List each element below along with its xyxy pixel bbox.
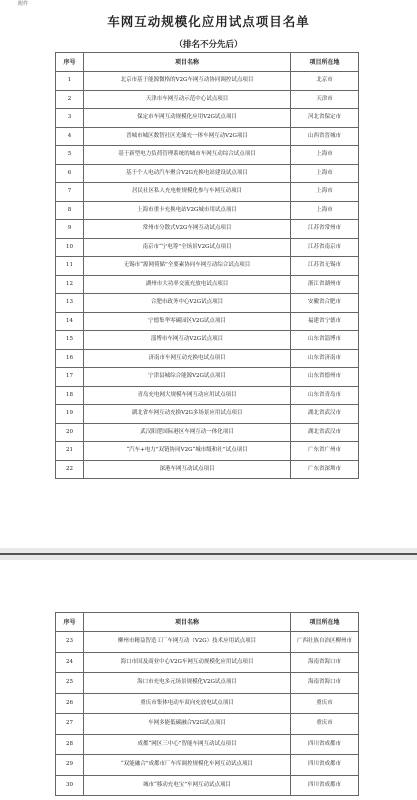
table-row: [56, 257, 359, 276]
row-serial: 26: [56, 693, 84, 714]
row-location: 广东省广州市: [291, 442, 359, 461]
table-row: [56, 294, 359, 313]
table-row: [56, 349, 359, 368]
corner-mark: 附件: [18, 1, 29, 7]
row-serial: 10: [56, 238, 84, 257]
row-project-name: 武汉阳逻国际港区车网互动一体化项目: [84, 423, 291, 442]
row-serial: 3: [56, 109, 84, 128]
row-project-name: 城市“移动充电宝”车网互动试点项目: [84, 775, 291, 796]
table-row: [56, 442, 359, 461]
row-location: 上海市: [291, 164, 359, 183]
row-serial: 19: [56, 405, 84, 424]
row-project-name: 海口市国及商业中心V2G车网互动规模化应用试点项目: [84, 652, 291, 673]
table-row: [56, 755, 359, 776]
row-serial: 30: [56, 775, 84, 796]
row-project-name: “双能融合”成都市厂车库调控规模化车网互动试点项目: [84, 755, 291, 776]
header-location: 项目所在地: [291, 53, 359, 72]
row-serial: 17: [56, 368, 84, 387]
row-project-name: 天津市车网互动示范中心试点项目: [84, 90, 291, 109]
row-serial: 13: [56, 294, 84, 313]
header-serial: 序号: [56, 613, 84, 632]
document-page-2: [0, 560, 417, 800]
row-location: 江苏省无锡市: [291, 257, 359, 276]
table-row: [56, 164, 359, 183]
row-location: 天津市: [291, 90, 359, 109]
table-row: [56, 90, 359, 109]
row-project-name: 居民社区私人充电桩规模化参与车网互动项目: [84, 183, 291, 202]
row-serial: 7: [56, 183, 84, 202]
row-serial: 11: [56, 257, 84, 276]
row-serial: 2: [56, 90, 84, 109]
table-row: [56, 275, 359, 294]
row-location: 山东省淄博市: [291, 331, 359, 350]
row-location: 广西壮族自治区柳州市: [291, 632, 359, 653]
row-serial: 14: [56, 312, 84, 331]
table-row: [56, 331, 359, 350]
row-location: 安徽省合肥市: [291, 294, 359, 313]
table-row: [56, 405, 359, 424]
row-serial: 9: [56, 220, 84, 239]
header-project-name: 项目名称: [84, 53, 291, 72]
row-serial: 12: [56, 275, 84, 294]
header-serial: 序号: [56, 53, 84, 72]
row-serial: 24: [56, 652, 84, 673]
table-row: [56, 693, 359, 714]
table-row: [56, 652, 359, 673]
row-serial: 28: [56, 734, 84, 755]
row-serial: 6: [56, 164, 84, 183]
row-project-name: 青岛充电网大规模车网互动应用试点项目: [84, 386, 291, 405]
row-project-name: 济南市车网互动充换电试点项目: [84, 349, 291, 368]
table-row: [56, 775, 359, 796]
row-project-name: 海口市充电多元场景规模化V2G试点项目: [84, 673, 291, 694]
project-table-page-2: [55, 612, 359, 796]
row-project-name: 淄博市车网互动V2G试点项目: [84, 331, 291, 350]
row-location: 浙江省湖州市: [291, 275, 359, 294]
row-location: 江苏省南京市: [291, 238, 359, 257]
table-row: [56, 423, 359, 442]
row-serial: 23: [56, 632, 84, 653]
row-location: 四川省成都市: [291, 755, 359, 776]
table-row: [56, 460, 359, 479]
row-project-name: 宁德集华零碳园区V2G试点项目: [84, 312, 291, 331]
table-header-row: [56, 53, 359, 72]
row-location: 广东省深圳市: [291, 460, 359, 479]
table-row: [56, 673, 359, 694]
row-location: 海南省海口市: [291, 673, 359, 694]
row-project-name: 无锡市“源网荷储”全要素协同车网互动综合试点项目: [84, 257, 291, 276]
row-location: 四川省成都市: [291, 734, 359, 755]
row-location: 江苏省常州市: [291, 220, 359, 239]
project-table-page-1: [55, 52, 359, 479]
table-row: [56, 734, 359, 755]
row-serial: 27: [56, 714, 84, 735]
row-location: 湖北省武汉市: [291, 405, 359, 424]
row-project-name: 车网多能低碳融合V2G试点项目: [84, 714, 291, 735]
row-location: 山西省晋城市: [291, 127, 359, 146]
row-project-name: 基于新型电力负荷管理系统的城市车网互动综合试点项目: [84, 146, 291, 165]
row-serial: 22: [56, 460, 84, 479]
row-project-name: 重庆市集体电动车双向充放电试点项目: [84, 693, 291, 714]
row-project-name: 宁津县城综合能源V2G试点项目: [84, 368, 291, 387]
row-project-name: 柳州市精益智造工厂车网互动（V2G）技术应用试点项目: [84, 632, 291, 653]
table-row: [56, 632, 359, 653]
table-row: [56, 220, 359, 239]
row-location: 湖北省武汉市: [291, 423, 359, 442]
table-row: [56, 72, 359, 91]
row-location: 山东省德州市: [291, 368, 359, 387]
table-row: [56, 127, 359, 146]
document-title: 车网互动规模化应用试点项目名单: [107, 14, 310, 29]
table-row: [56, 386, 359, 405]
table-row: [56, 368, 359, 387]
table-row: [56, 238, 359, 257]
table-row: [56, 312, 359, 331]
row-location: 上海市: [291, 201, 359, 220]
row-project-name: “汽车+电力”双链协同V2G“城市级和社”试点项目: [84, 442, 291, 461]
row-location: 山东省济南市: [291, 349, 359, 368]
row-serial: 16: [56, 349, 84, 368]
row-project-name: 常州市分散式V2G车网互动试点项目: [84, 220, 291, 239]
row-project-name: 湖北省车网互动充换V2G多场景应用试点项目: [84, 405, 291, 424]
row-serial: 18: [56, 386, 84, 405]
row-project-name: 合肥市政务中心V2G试点项目: [84, 294, 291, 313]
row-project-name: 成都“网区三中心”智能车网互动试点项目: [84, 734, 291, 755]
row-location: 海南省海口市: [291, 652, 359, 673]
row-location: 福建省宁德市: [291, 312, 359, 331]
row-serial: 1: [56, 72, 84, 91]
row-location: 河北省保定市: [291, 109, 359, 128]
row-location: 北京市: [291, 72, 359, 91]
row-serial: 15: [56, 331, 84, 350]
row-serial: 21: [56, 442, 84, 461]
header-location: 项目所在地: [291, 613, 359, 632]
row-project-name: 晋城市城区数智社区光储充一体车网互动V2G项目: [84, 127, 291, 146]
row-serial: 5: [56, 146, 84, 165]
row-location: 重庆市: [291, 693, 359, 714]
table-header-row: [56, 613, 359, 632]
table-row: [56, 714, 359, 735]
row-serial: 25: [56, 673, 84, 694]
table-row: [56, 146, 359, 165]
row-project-name: 北京市基于能源微格的V2G车网互动协同调控试点项目: [84, 72, 291, 91]
row-project-name: 保定市车网互动规模化应用V2G试点项目: [84, 109, 291, 128]
table-row: [56, 201, 359, 220]
row-serial: 20: [56, 423, 84, 442]
header-project-name: 项目名称: [84, 613, 291, 632]
row-project-name: 深港车网互动试点项目: [84, 460, 291, 479]
row-serial: 8: [56, 201, 84, 220]
row-serial: 29: [56, 755, 84, 776]
row-project-name: 湖州市大功率交流充放电试点项目: [84, 275, 291, 294]
row-serial: 4: [56, 127, 84, 146]
row-location: 上海市: [291, 146, 359, 165]
table-row: [56, 109, 359, 128]
row-project-name: 南京市“宁电筹”全场景V2G试点项目: [84, 238, 291, 257]
row-location: 四川省成都市: [291, 775, 359, 796]
row-location: 重庆市: [291, 714, 359, 735]
document-subtitle: （排名不分先后）: [174, 40, 243, 50]
row-location: 山东省青岛市: [291, 386, 359, 405]
table-row: [56, 183, 359, 202]
row-project-name: 上海市重卡充换电站V2G城市用试点项目: [84, 201, 291, 220]
row-location: 上海市: [291, 183, 359, 202]
page-separator: [0, 548, 417, 560]
row-project-name: 基于个人电动汽车聚合V2G充换电站建设试点项目: [84, 164, 291, 183]
